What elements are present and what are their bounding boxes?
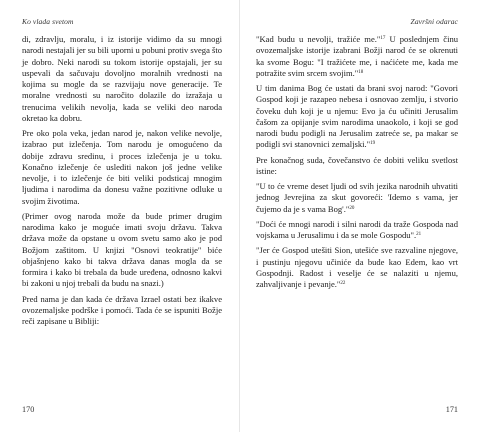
page-number-right: 171	[445, 405, 458, 414]
right-page-body	[256, 34, 458, 294]
footnote-ref: 17	[380, 36, 386, 41]
paragraph: (Primer ovog naroda može da bude primer drugim narodima kako je moguće imati svoju državu. Takva država može da opstane u ovom svetu samo ako je pod Božjom zaštitom. U knjizi "Osnovi teokratije" biće objašnjeno kako bi takva država danas mogla da se formira i kako bi trebala da bude uređena, odnosno kakvi bi zakoni u njoj trebali da budu na snazi.)	[22, 210, 222, 289]
footnote-ref: 20	[349, 205, 355, 211]
running-head-right: Završni odarac	[410, 17, 458, 26]
footnote-ref: 18	[358, 69, 364, 75]
footnote-ref: 21	[416, 232, 422, 237]
paragraph: "U to će vreme deset ljudi od svih jezika narodnih uhvatiti jednog Jevrejina za skut govoreći: 'Idemo s vama, jer čujemo da je s vama Bog'."$^{20}$	[256, 181, 458, 214]
paragraph: "Doći će mnogi narodi i silni narodi da traže Gospoda nad vojskama u Jerusalimu i da se mole Gospodu".$^{21}$	[256, 218, 458, 240]
paragraph: Pre oko pola veka, jedan narod je, nakon velike nevolje, izabrao put izlečenja. Tom narodu je omogućeno da dobije zdravu sredinu, i proces izlečenja je u toku. Konačno izlečenje će uslediti nakon još jedne velike nevolje, i to izlečenje će biti veliki podsticaj mnogim ljudima i narodima da donesu važne pozitivne odluke u svojim životima.	[22, 128, 222, 206]
running-head-left: Ko vlada svetom	[22, 17, 74, 26]
paragraph: "Kad budu u nevolji, tražiće me."$^{17}$ U poslednjem činu ovozemaljske istorije izabrani Božji narod će se okrenuti ka svome Bogu: "I tražićete me, i naćićete me, kada me potražite svim srcem svojim."$^{18}$	[256, 34, 459, 78]
paragraph: Pre konačnog suda, čovečanstvo će dobiti veliku svetlost istine:	[256, 154, 458, 176]
paragraph: "Jer će Gospod utešiti Sion, utešiće sve razvaline njegove, i pustinju njegovu učiniće da bude kao Edem, kao vrt Gospodnji. Radost i veselje će se nalaziti u njemu, zahvaljivanje i pevanje."$^{22}$	[256, 245, 458, 289]
paragraph: U tim danima Bog će ustati da brani svoj narod: "Govori Gospod koji je razapeo nebesa i osnovao zemlju, i stvorio čoveku duh koji je u njemu: Evo ja ću učiniti Jerusalim čašom za opijanje svim narodima unaokolo, i koji se god narodi budu podigli na Jerusalim zatreće se, pa makar se podigli svi stanovnici zemaljski."$^{19}$	[256, 83, 458, 150]
footnote-ref: 22	[340, 281, 346, 286]
left-page-body	[22, 34, 222, 331]
page-number-left: 170	[22, 405, 35, 414]
paragraph: Pred nama je dan kada će država Izrael ostati bez ikakve ovozemaljske podrške i pomoći. Tada će se ispuniti Božje reči zapisane u Bibliji:	[22, 293, 222, 326]
right-page	[240, 0, 480, 432]
paragraph: di, zdravlju, moralu, i iz istorije vidimo da su mnogi narodi nestajali jer su bili uporni u pobuni protiv svega što je dobro. Neki narodi su tokom istorije opstajali, jer su uspevali da sačuvaju dovoljno moralnih vrednosti na kojima su mogle da se razvijaju nove generacije. Te moralne vrednosti su naročito dolazile do izražaja u trenucima velikih nevolja, kada se veliki deo naroda okretao ka dobru.	[22, 34, 222, 123]
footnote-ref: 19	[370, 141, 376, 147]
